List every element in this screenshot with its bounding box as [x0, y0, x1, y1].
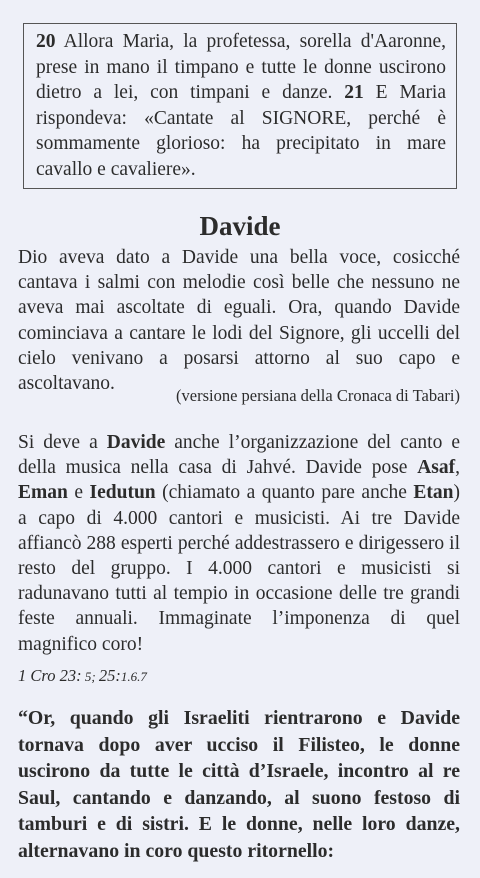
name-etan: Etan [413, 482, 454, 504]
verse-21-text: E Maria rispondeva: «Cantate al SIGNORE, perché è sommamente glorioso: ha precipitato in mare cavallo e cavaliere». [36, 82, 447, 180]
verse-number-20: 20 [36, 31, 56, 52]
bold-quote-paragraph: “Or, quando gli Israeliti rientrarono e Davide tornava dopo aver ucciso il Filisteo, le donne uscirono da tutte le città d’Israele, incontro al re Saul, cantando e danzando, al suono festoso di tamburi e di sistri. E le donne, nelle loro danze, alternavano in coro questo ritornello: [18, 707, 460, 862]
source-citation: (versione persiana della Cronaca di Tabari) [176, 386, 460, 405]
name-iedutun: Iedutun [89, 482, 156, 504]
bible-reference: 1 Cro 23: 5; 25:1.6.7 [18, 666, 147, 685]
body-paragraph: Si deve a Davide anche l’organizzazione del canto e della musica nella casa di Jahvé. Davide pose Asaf, Eman e Iedutun (chiamato a quanto pare anche Etan) a capo di 4.000 cantori e musicisti. Ai tre Davide affiancò 288 esperti perché addestrassero e dirigessero il resto del gruppo. I 4.000 cantori e musicisti si radunavano tutti al tempio in occasione delle tre grandi feste annuali. Immaginate l’imponenza di quel magnifico coro! [18, 432, 460, 655]
verse-20-text: Allora Maria, la profetessa, sorella d'Aaronne, prese in mano il timpano e tutte le donne uscirono dietro a lei, con timpani e danze. [36, 31, 446, 103]
name-asaf: Asaf [417, 457, 456, 479]
scripture-box [23, 23, 457, 189]
intro-paragraph: Dio aveva dato a Davide una bella voce, cosicché cantava i salmi con melodie così belle che nessuno ne aveva mai ascoltate di eguali. Ora, quando Davide cominciava a cantare le lodi del Signore, gli uccelli del cielo venivano a posarsi attorno al suo capo e ascoltavano. [18, 247, 460, 395]
name-eman: Eman [18, 482, 68, 504]
name-davide: Davide [106, 432, 166, 453]
section-title: Davide [199, 211, 281, 241]
verse-number-21: 21 [344, 82, 364, 103]
